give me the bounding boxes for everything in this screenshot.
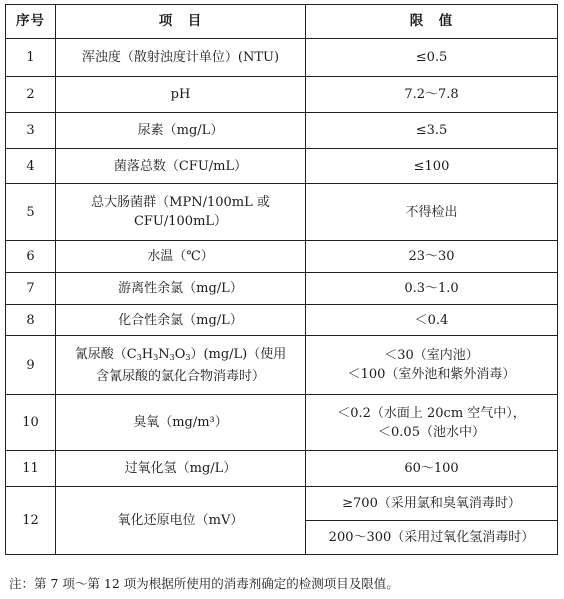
row-index: 1 (6, 39, 56, 77)
row-item (56, 184, 306, 241)
row-limit-line1: ＜0.2（水面上 20cm 空气中）， (337, 405, 526, 421)
row-limit: 不得检出 (306, 184, 558, 241)
row-item-line1: 氰尿酸$(C_3H_3N_3O_3)(mg/L)$（使用 (74, 346, 287, 362)
table-row (6, 184, 558, 241)
row-index: 3 (6, 113, 56, 149)
row-item: pH (56, 77, 306, 113)
row-item: 臭氧（mg/m³） (56, 395, 306, 451)
row-index: 10 (6, 395, 56, 451)
row-index: 5 (6, 184, 56, 241)
row-item: 氧化还原电位（mV） (56, 487, 306, 555)
table-row (6, 113, 558, 149)
row-limit-a: ≥700（采用氯和臭氧消毒时） (306, 487, 558, 521)
row-limit-b: 200～300（采用过氧化氢消毒时） (306, 521, 558, 555)
row-limit-line2: ＜100（室外池和紫外消毒） (347, 367, 516, 382)
row-limit: 7.2～7.8 (306, 77, 558, 113)
table-row (6, 149, 558, 184)
table-header-row (6, 5, 558, 39)
table-row (6, 336, 558, 395)
row-item: 水温（℃） (56, 241, 306, 273)
row-limit: ＜0.4 (306, 305, 558, 336)
table-footnote: 注：第 7 项～第 12 项为根据所使用的消毒剂确定的检测项目及限值。 (9, 576, 399, 591)
row-limit: ≤3.5 (306, 113, 558, 149)
table-row (6, 305, 558, 336)
row-item: 浑浊度（散射浊度计单位）(NTU) (56, 39, 306, 77)
row-limit: 23～30 (306, 241, 558, 273)
header-item: 项 目 (56, 5, 306, 39)
row-item-line2: CFU/100mL） (133, 214, 228, 229)
row-limit (306, 336, 558, 395)
row-index: 9 (6, 336, 56, 395)
table-row (6, 77, 558, 113)
row-limit (306, 395, 558, 451)
row-limit: 0.3～1.0 (306, 273, 558, 305)
row-item: 化合性余氯（mg/L） (56, 305, 306, 336)
row-index: 2 (6, 77, 56, 113)
row-limit: ≤0.5 (306, 39, 558, 77)
table-row (6, 39, 558, 77)
table-row (6, 395, 558, 451)
row-index: 6 (6, 241, 56, 273)
header-index: 序号 (6, 5, 56, 39)
row-index: 12 (6, 487, 56, 555)
row-index: 8 (6, 305, 56, 336)
row-index: 7 (6, 273, 56, 305)
row-index: 4 (6, 149, 56, 184)
row-item: 尿素（mg/L） (56, 113, 306, 149)
row-item-line1: 总大肠菌群（MPN/100mL 或 (91, 195, 270, 210)
table-row (6, 241, 558, 273)
row-item-line2: 含氰尿酸的氯化合物消毒时） (95, 368, 265, 384)
row-limit: 60～100 (306, 451, 558, 487)
row-limit: ≤100 (306, 149, 558, 184)
table-row (6, 487, 558, 521)
row-limit-line1: ＜30（室内池） (384, 348, 479, 363)
row-item: 游离性余氯（mg/L） (56, 273, 306, 305)
table-row (6, 451, 558, 487)
water-quality-limits-table (5, 4, 558, 555)
row-limit-line2: ＜0.05（池水中） (378, 424, 485, 440)
row-item: 过氧化氢（mg/L） (56, 451, 306, 487)
table-row (6, 273, 558, 305)
row-item (56, 336, 306, 395)
row-index: 11 (6, 451, 56, 487)
header-limit: 限 值 (306, 5, 558, 39)
row-item: 菌落总数（CFU/mL） (56, 149, 306, 184)
